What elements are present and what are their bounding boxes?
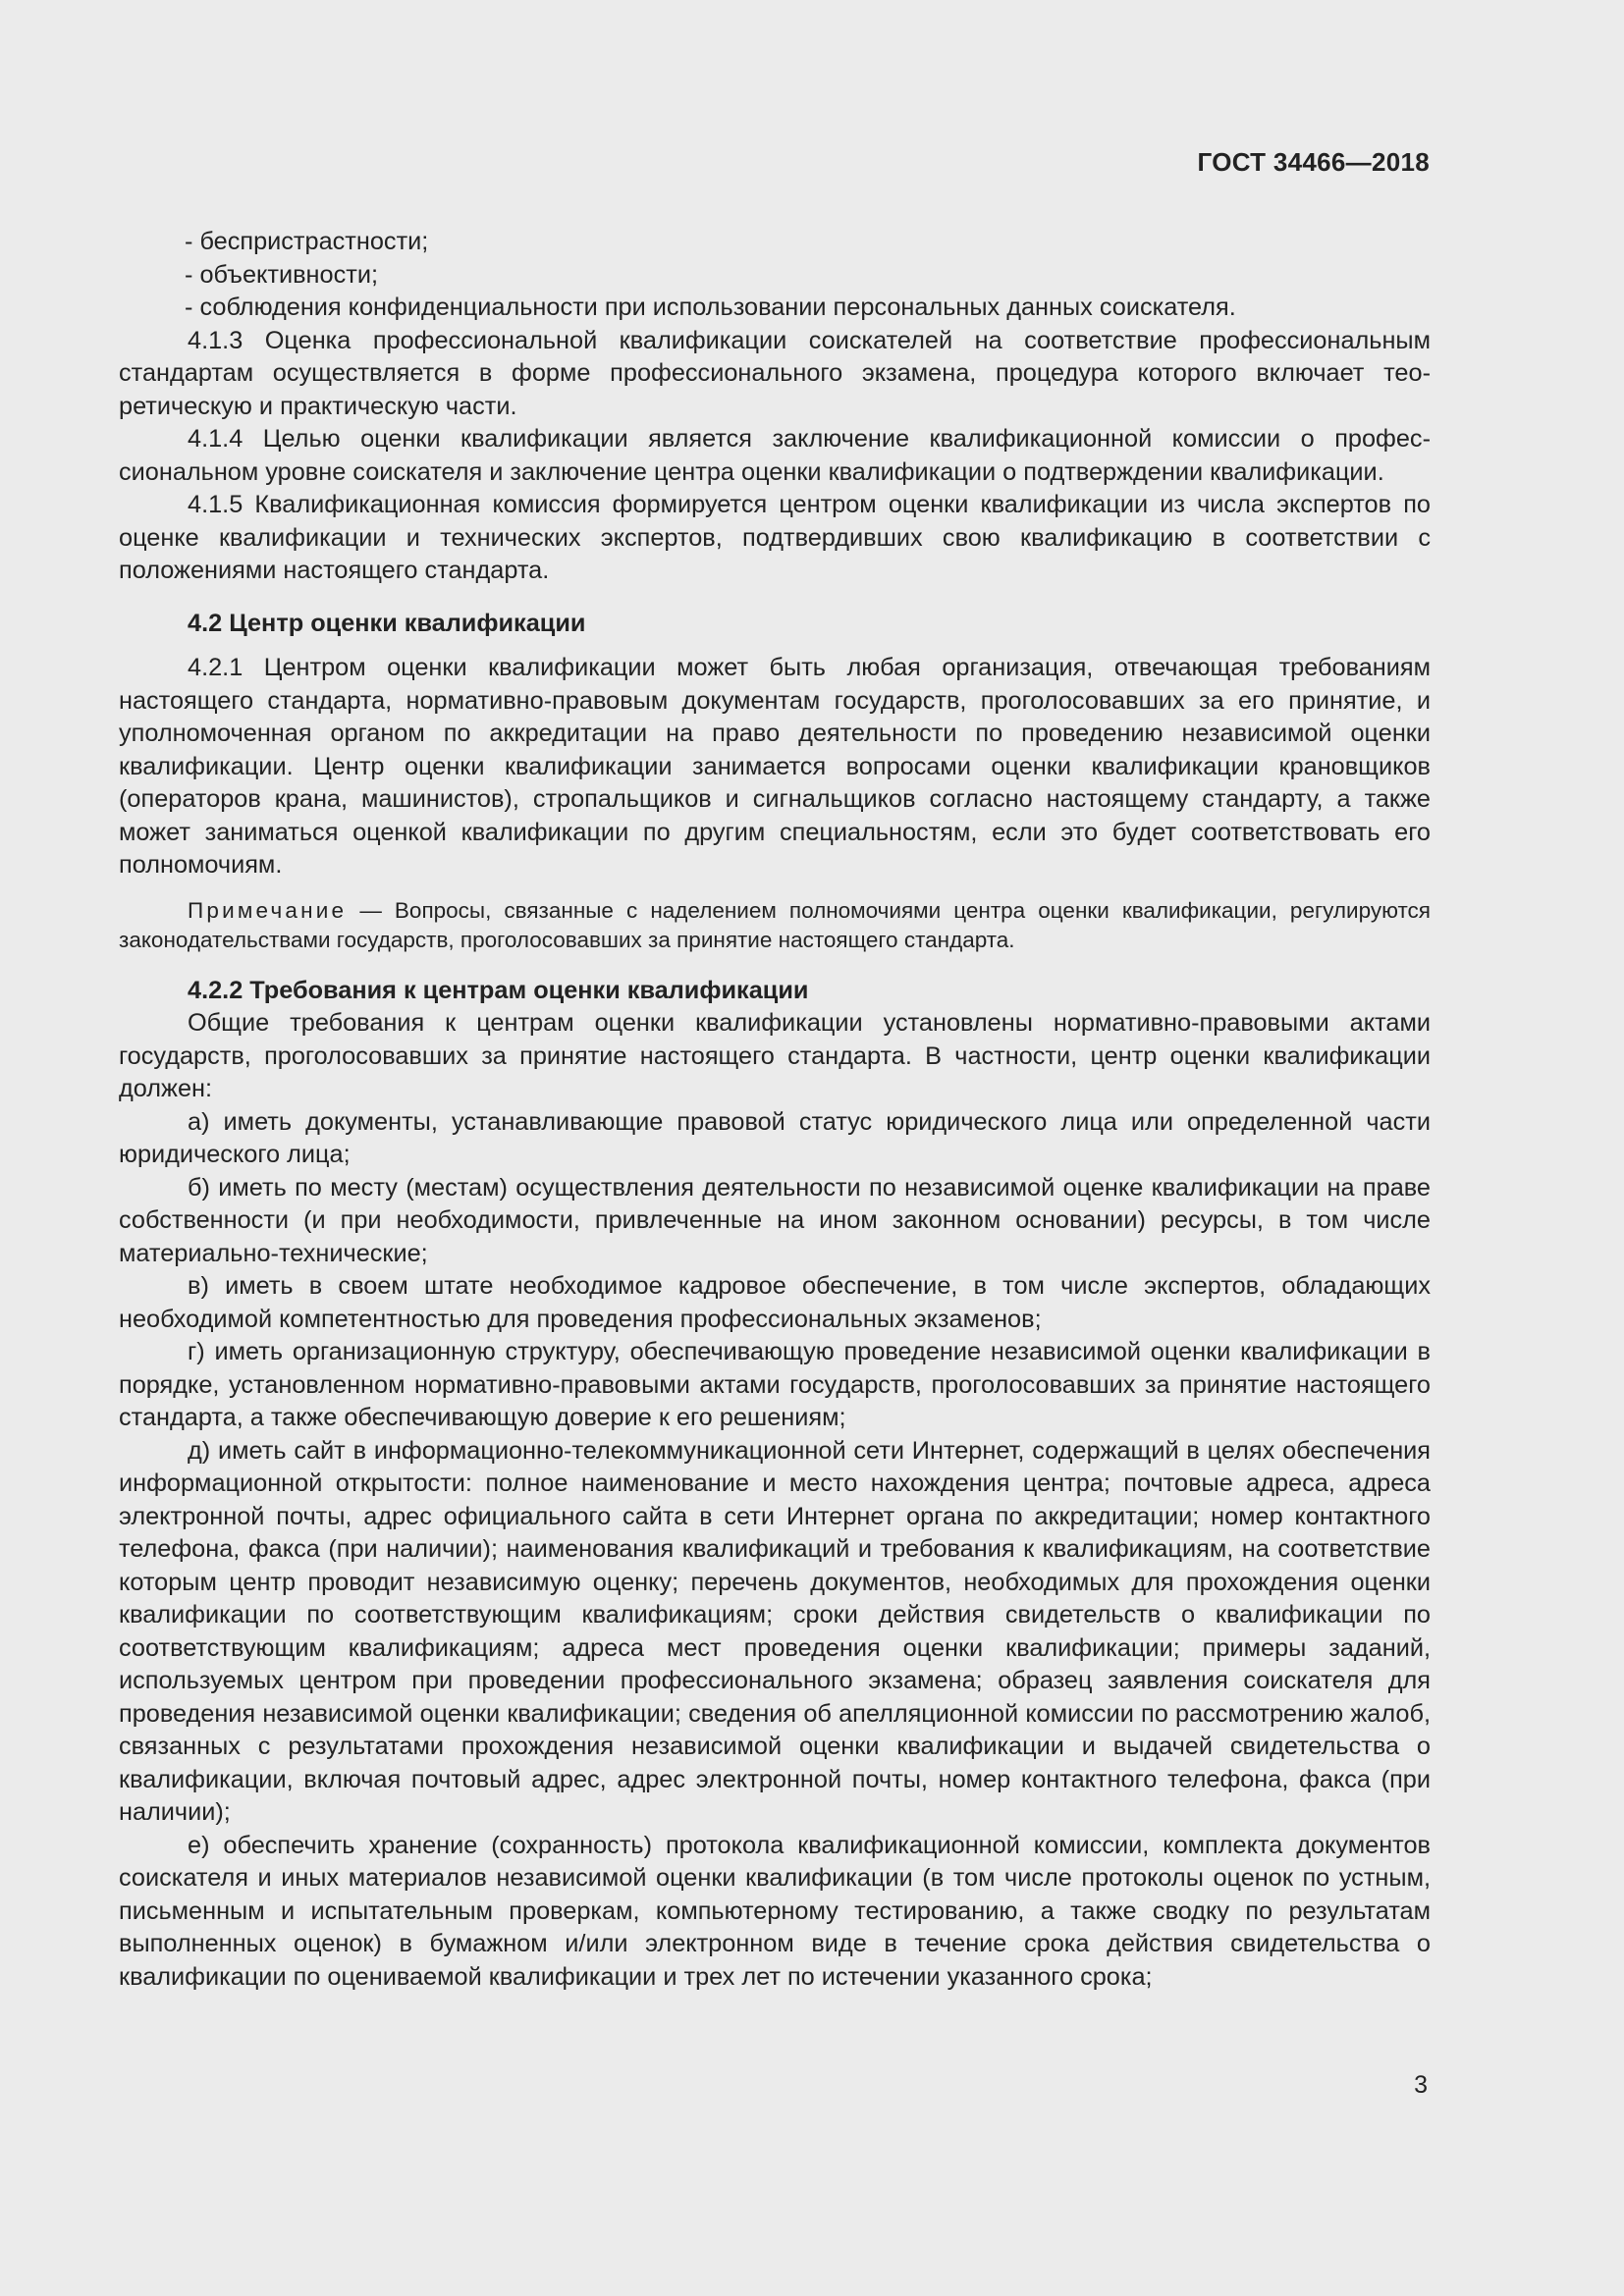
- requirement-item-e: е) обеспечить хранение (сохранность) протокола квалификационной комиссии, комплекта документов соискателя и иных материалов независимой оценки квалификации (в том числе протоколы оценок по устным, письменным и испытательным проверкам, компьютерному тестированию, а также сводку по результатам выполненных оценок) в бумажном и/или электронном виде в течение срока действия свидетельства о квалификации по оцениваемой квалификации и трех лет по истечении указанного срока;: [119, 1831, 1431, 1991]
- note-text: — Вопросы, связанные с наделением полномочиями центра оценки квалификации, регулируются законодательствами государств, проголосовавших за принятие настоящего стандарта.: [119, 897, 1431, 952]
- requirement-item-d: д) иметь сайт в информационно-телекоммуникационной сети Интернет, содержащий в целях обеспечения информационной открытости: полное наименование и место нахождения центра; почтовые адреса, адреса электронной почты, адрес официального сайта в сети Интернет органа по аккредитации; номер контактного телефона, факса (при наличии); наименования квалификаций и требования к квалификациям, на соответствие которым центр проводит независимую оценку; перечень документов, необходимых для прохождения оценки квалификации по соответствующим квалификациям; сроки действия свидетельств о квалификации по соответствующим квалификациям; адреса мест проведения оценки квалификации; примеры заданий, используемых центром при проведении профессионального экзамена; образец заявления соискателя для проведения независимой оценки квалификации; сведения об апелляционной комиссии по рассмотрению жалоб, связанных с результатами прохождения независимой оценки квалификации и выдачей свидетельства о квалификации, включая почтовый адрес, адрес электронной почты, номер контактного телефона, факса (при наличии);: [119, 1436, 1431, 1826]
- document-body: [119, 226, 1431, 1994]
- paragraph-4-1-5: 4.1.5 Квалификационная комиссия формируется центром оценки квалификации из числа экспертов по оценке квалификации и технических экспертов, подтвердивших свою квалификацию в соответствии с положениями настоящего стандарта.: [119, 491, 1431, 584]
- paragraph-4-1-4: 4.1.4 Целью оценки квалификации является заключение квалификационной комиссии о профессиональном уровне соискателя и заключение центра оценки квалификации о подтверждении квалификации.: [119, 425, 1431, 486]
- requirement-item-v: в) иметь в своем штате необходимое кадровое обеспечение, в том числе экспертов, обладающих необходимой компетентностью для проведения профессиональных экзаменов;: [119, 1272, 1431, 1333]
- list-item-objectivity: - объективности;: [185, 260, 378, 289]
- note-4-2: [119, 896, 1431, 955]
- paragraph-4-2-2-intro: Общие требования к центрам оценки квалификации установлены нормативно-правовыми актами государств, проголосовавших за принятие настоящего стандарта. В частности, центр оценки квалификации должен:: [119, 1009, 1431, 1102]
- paragraph-4-2-1: 4.2.1 Центром оценки квалификации может быть любая организация, отвечающая требованиям настоящего стандарта, нормативно-правовым документам государств, проголосовавших за его принятие, и уполномоченная органом по аккредитации на право деятельности по проведению независимой оценки квалификации. Центр оценки квалификации занимается вопросами оценки квалификации крановщиков (операторов крана, машинистов), стропальщиков и сигнальщиков согласно настоящему стандарту, а также может заниматься оценкой квалификации по другим специальностям, если это будет соответствовать его полномочиям.: [119, 654, 1431, 879]
- requirement-item-a: а) иметь документы, устанавливающие правовой статус юридического лица или определенной части юридического лица;: [119, 1107, 1431, 1168]
- requirement-item-g: г) иметь организационную структуру, обеспечивающую проведение независимой оценки квалификации в порядке, установленном нормативно-правовыми актами государств, проголосовавших за принятие настоящего стандарта, а также обеспечивающую доверие к его решениям;: [119, 1338, 1431, 1431]
- heading-4-2-2: 4.2.2 Требования к центрам оценки квалификации: [188, 976, 809, 1004]
- page-number: 3: [1414, 2071, 1428, 2099]
- list-item-impartiality: - беспристрастности;: [185, 228, 429, 255]
- requirement-item-b: б) иметь по месту (местам) осуществления деятельности по независимой оценке квалификации на праве собственности (и при необходимости, привлеченные на ином законном основании) ресурсы, в том числе материально-технические;: [119, 1173, 1431, 1267]
- list-item-confidentiality: - соблюдения конфиденциальности при использовании персональных данных соискателя.: [185, 294, 1236, 321]
- paragraph-4-1-3: 4.1.3 Оценка профессиональной квалификации соискателей на соответствие профессиональным стандартам осуществляется в форме профессионального экзамена, процедура которого включает теоретическую и практическую части.: [119, 326, 1431, 420]
- heading-4-2: 4.2 Центр оценки квалификации: [188, 609, 586, 637]
- document-code-header: ГОСТ 34466—2018: [1197, 147, 1430, 177]
- note-label: Примечание: [188, 897, 348, 923]
